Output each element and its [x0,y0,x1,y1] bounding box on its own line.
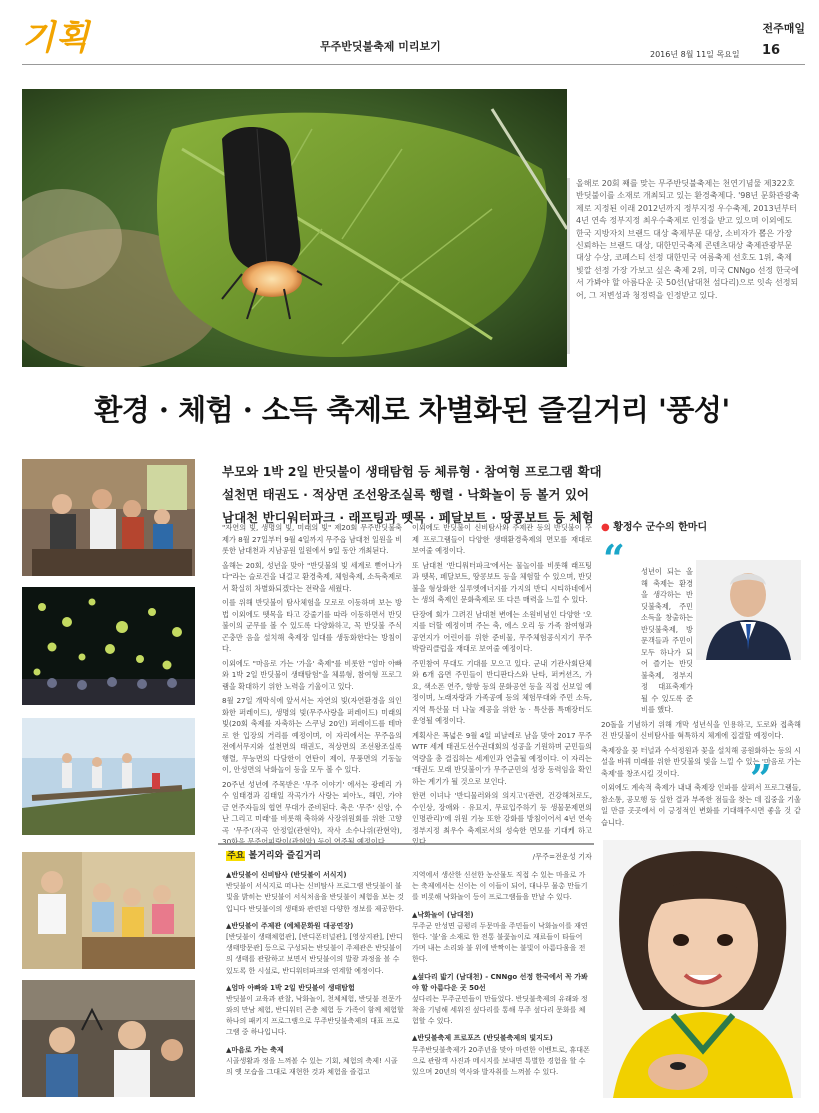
issue-date: 2016년 8월 11일 목요일 [650,50,740,59]
mayor-paragraph: 성년이 되는 올해 축제는 환경을 생각하는 반딧불축제, 주민소득을 창출하는 반딧불축제, 방문객들과 주민이 모두 하나가 되어 즐기는 반딧불축제, 정부지정 대표축제가 될 수 있도록 준비를 했다. [641,567,693,715]
highlight-heading: ▲낙화놀이 (남대천) [412,910,474,919]
photo-parade-bridge [22,718,195,835]
highlight-text: 시골생활과 정을 느껴볼 수 있는 기회, 체험의 축제! 시골의 옛 모습을 그대로 재현한 것과 체험을 즐겁고 [226,1056,398,1076]
highlight-text: [반딧불이 생태체험관], [반디폰터널관], [영상지관], [반디생태방문관] 등으로 구성되는 반딧불이 주제관은 반딧불이의 생태를 관람하고 보면서 반딧불이의 발광 과정을 볼 수 있도록 한 시설로, 반디워터파크와 연계할 예정이다. [226,932,403,975]
newspaper-name: 전주매일 [762,22,805,35]
page-number: 16 [762,43,781,58]
section-title: 무주반딧불축제 미리보기 [320,40,441,53]
highlight-heading: ▲섶다리 밟기 (남대천) - CNNgo 선정 한국에서 꼭 가봐야 할 아름다운 곳 50선 [412,972,588,992]
header-rule [22,64,805,65]
subheadline-2: 설천면 태권도 · 적상면 조선왕조실록 행렬 · 낙화놀이 등 볼거 있어 [222,487,589,502]
photo-caption: 올해로 20회 째를 맞는 무주반딧불축제는 천연기념물 제322호 반딧불이를 소재로 개최되고 있는 환경축제다. '98년 문화관광축제로 지정된 이래 2012년까지 정부지정 우수축제, 2013년부터 4년 연속 정부지정 최우수축제로 인정을 받고 있으며 이외에도 한국 지방자치 브랜드 대상 축제부문 대상, 소비자가 뽑은 가장 신뢰하는 브랜드 대상, 대한민국축제 콘텐츠대상 축제관광부문 대상 수상, 코페스티 선정 대한민국 여름축제 선호도 1위, 축제 빛깔 선정 가장 가보고 싶은 축제 2위, 미국 CNNgo 선정 한국에서 가봐야 할 아름다운 곳 50선(남대천 섬다리)으로 잇속 선정되어, 그 저변성과 청정력을 인정받고 있다. [576,179,800,300]
highlights-column-1 [226,870,404,1078]
highlight-text: 지역에서 생산한 신선한 농산물도 직접 수 있는 마을로 가는 축제에서는 신이는 이 이들이 되어, 대나무 물총 만들기를 비롯해 낙화놀이 등이 프로그램들을 만날 수 있다. [412,871,588,902]
article-paragraph: 단장에 회가 그려진 남대천 변에는 소원비념인 다양한 '오지를 더할 예정이며 주는 축, 에스 오리 등 가족 참여형과 공연지가 어린이를 위한 준비물, 무주체험공식지기 무주박람리클럽을 재대로 보여줄 예정이다. [412,609,592,654]
article-paragraph: 이를 위해 반딧불이 탐사체험을 모로로 이동하며 보는 방법 이외에도 뗏목을 타고 강줄기를 따라 이동하면서 반딧불이의 군무를 볼 수 있도록 다양화하고, 꼭 반딧불 주식 곤충만 음을 설치해 축제장 일대를 생동화한다는 방침이다. [222,598,402,654]
subheadline-3: 남대천 반디워터파크 · 래프팅과 뗏목 · 페달보트 · 땅콩보트 등 체험 [222,510,594,525]
article-paragraph: 20주년 성년에 주목받은 '무주 이야기' 에서는 광레리 가수 임태경과 김태일 작곡가가 사랑는 피아노, 해민, 가야금 연주자들의 협연 무대가 준비된다. 축은 '무주' 신앙, 수난 그리고 미래'를 비롯해 축하와 사장위원회를 위한 고향곡 '무주'(작곡 안정일(관현악), 작사 소수나위(관현악), 30화음 무주어피랑이(관현악) 등이 연주될 예정이다. [222,779,402,847]
article-paragraph: 8월 27일 개막식에 앞서서는 자연의 빛(자연환경을 의인화한 퍼레이드), 생명의 빛(무주사랑을 퍼레이드) 미래의 빛(20회 축제를 자축하는 스쿠닝 20인) 퍼레이드를 테마로 한 입장의 거리를 예정이며, 이 자리에서는 무주읍의 전에서무지와 설천면의 태권도, 적상면의 조선왕조실록 행렬, 무능면의 다담한이 연탄이 제이, 무풍면의 기동놀이, 안성면의 낙화놀이 등을 모두 볼 수 있다. [222,696,402,775]
article-paragraph: 계획사은 폭넓은 9월 4일 피날레로 남을 맞아 2017 무주 WTF 세계 태권도선수권대회의 성공을 기원하며 군민들의 역량을 총 결집하는 세계인과 연출될 예정이다. 이 자리는 '태권도 모래 반딧불이'가 무주군민의 성장 동력임을 확인하는 계기가 될 것으로 보인다. [412,730,592,786]
article-paragraph: 올해는 20회, 성년을 맞아 "반딧불의 빛 세계로 뻗어나가다"라는 슬로건을 내걸고 환경축제, 체험축제, 소득축제로서 확실히 차별화되겠다는 전략을 세웠다. [222,560,402,593]
mayor-column-title: ● 황정수 군수의 한마디 [601,522,708,533]
mayor-paragraph: 축제장을 꽃 터널과 수석정원과 꽃을 설치해 공원화하는 등의 시설을 바꿔 미래를 위한 반딧불의 빛을 느낄 수 있는 '마음로 가는 축제'를 창조시킬 것이다. [601,745,801,778]
subheadlines [222,460,802,529]
subheadline-1: 부모와 1박 2일 반딧불이 생태탐험 등 체류형 · 참여형 프로그램 확대 [222,464,602,479]
article-column-1 [222,522,402,851]
highlight-heading: ▲반딧불축제 프로포즈 (반딧불축제의 빛지도) [412,1034,553,1043]
firefly-photo [22,89,567,367]
highlight-text: 섶다리는 무주군민들이 만들었다. 반딧불축제의 유래와 정착을 기념해 세워진 섶다리를 통해 무주 섶다리 문화를 체험할 수 있다. [412,994,588,1026]
main-headline: 환경 · 체험 · 소득 축제로 차별화된 즐길거리 '풍성' [94,393,730,427]
highlight-heading: ▲반딧불이 주제관 (예체문화원 대공연장) [226,921,354,930]
highlights-box-title: 주요 볼거리와 즐길거리 [227,851,322,861]
highlight-text: 반딧불이 서식지로 떠나는 신비탐사 프로그램 반딧불이 불빛을 밝히는 반딧불이 서식처음을 반딧불이 체험을 보는 것입니다 반딧불이의 생태와 관련된 다양한 정보를 제공한다. [226,882,404,913]
photo-lantern-night [22,587,195,705]
article-paragraph: "자연의 빛, 생명의 빛, 미래의 빛" 제20회 무주반딧불축제가 8월 27일부터 9월 4일까지 무주읍 남대천 일원을 비롯한 남대천과 지남공원 일원에서 9일 동안 개최된다. [222,523,403,556]
article-column-2 [412,522,592,865]
highlight-text: 무주군 안성면 금평리 두문마을 주민들이 낙화놀이를 재연한다. '불'을 소재로 한 전통 불꽃놀이로 재료들이 타들어 가며 내는 소리와 불 위에 반짝이는 불빛이 아름다움을 전한다. [412,921,588,964]
article-paragraph: 또 남대천 '반디워터파크'에서는 물놀이를 비롯해 래프팅과 뗏목, 페달보트, 땅콩보트 등을 체험할 수 있으며, 반딧불을 형상화한 실루엣에너지를 가지의 반디 시티하네에서는 생의 축제인 문화축제로 또 다른 매력을 느낄 수 있다. [412,560,592,605]
mayor-paragraph: 이외에도 계속적 축제가 내내 축제장 인파를 살펴서 프로그램들, 참소통, 공모행 등 실한 결과 부족한 점들을 찾는 데 집중을 기울일 만큼 곳곳에서 이 긍정적인 변화를 기대해주시면 좋을 것 같습니다. [601,783,801,827]
highlight-heading: ▲엄마 아빠와 1박 2일 반딧불이 생태탐험 [226,983,355,992]
mayor-paragraph: 20돌을 기념하기 위해 개막 성년식을 인용하고, 도로와 접촉해진 반딧불이 신비탐사를 혁특하지 체계에 집결할 예정이다. [601,719,801,741]
article-paragraph: 이외에도 "마음로 가는 '가을' 축제"를 비롯한 "엄마 아빠와 1박 2일 반딧불이 생태탐험"을 체류형, 참여형 프로그램을 확대하기 위한 노력을 기울이고 있다. [222,658,402,691]
photo-girl-with-firefly [603,840,801,1098]
open-quote-icon: “ [603,536,625,581]
highlight-heading: ▲반딧불이 신비탐사 (반딧불이 서식지) [226,871,347,879]
article-paragraph: 이외에도 반딧불이 신비탐사와 주제관 등의 반딧불이 주제 프로그램들이 다양한 생태환경축제의 면모를 재대로 보여줄 예정이다. [412,523,592,556]
photo-kids-experience [22,459,195,576]
byline: /무주=전운성 기자 [532,851,592,861]
photo-children-insects [22,980,195,1097]
highlight-text: 반딧불이 교육과 관찰, 낙화놀이, 천체체험, 반딧불 전문가와의 만남 체험, 반디워터 곤충 체험 등 가족이 함께 체험할 하나의 패키지 프로그램으로 무주반딧불축제의 대표 프로그램 중 하나입니다. [226,994,404,1037]
close-quote-icon: ” [750,756,772,801]
article-paragraph: 한편 이녀나 '반디물러와의 의지고'(관련, 건강해쳐로도, 수인상, 장애와 · 유묘지, 무료입주하기 등 생물문제면의 인명관리)'에 위원 기능 또한 강화를 방침이어서 4년 연속 정부지정 최우수 축제로서의 성숙한 면모를 기대케 하고 있다. [412,791,592,847]
highlight-heading: ▲마음로 가는 축제 [226,1045,284,1054]
section-logo: 기획 [22,18,90,58]
highlights-column-2 [412,870,590,1078]
article-paragraph: 주민참여 무대도 기대를 모으고 있다. 군내 기관사회단체와 6개 읍면 주민들이 반디판다스와 난타, 퍼커션즈, 가요, 색소폰 연주, 향항 등의 문화공연 등을 직접 선보일 예정이며, 노래자랑과 가족공예 등의 체험무대와 주민 소득, 지역 특산물 더 나눌 제공을 위한 농 · 특산품 특매장터도 운영될 예정이다. [412,658,592,726]
photo-children-craft [22,852,195,969]
highlight-text: 무주반딧불축제가 20주년을 맞아 마련한 이벤트로, 휴대폰으로 관람객 사진과 메시지를 보내면 특별한 경험을 할 수 있으며 20년의 역사와 발자취를 느껴볼 수 있다. [412,1045,590,1076]
